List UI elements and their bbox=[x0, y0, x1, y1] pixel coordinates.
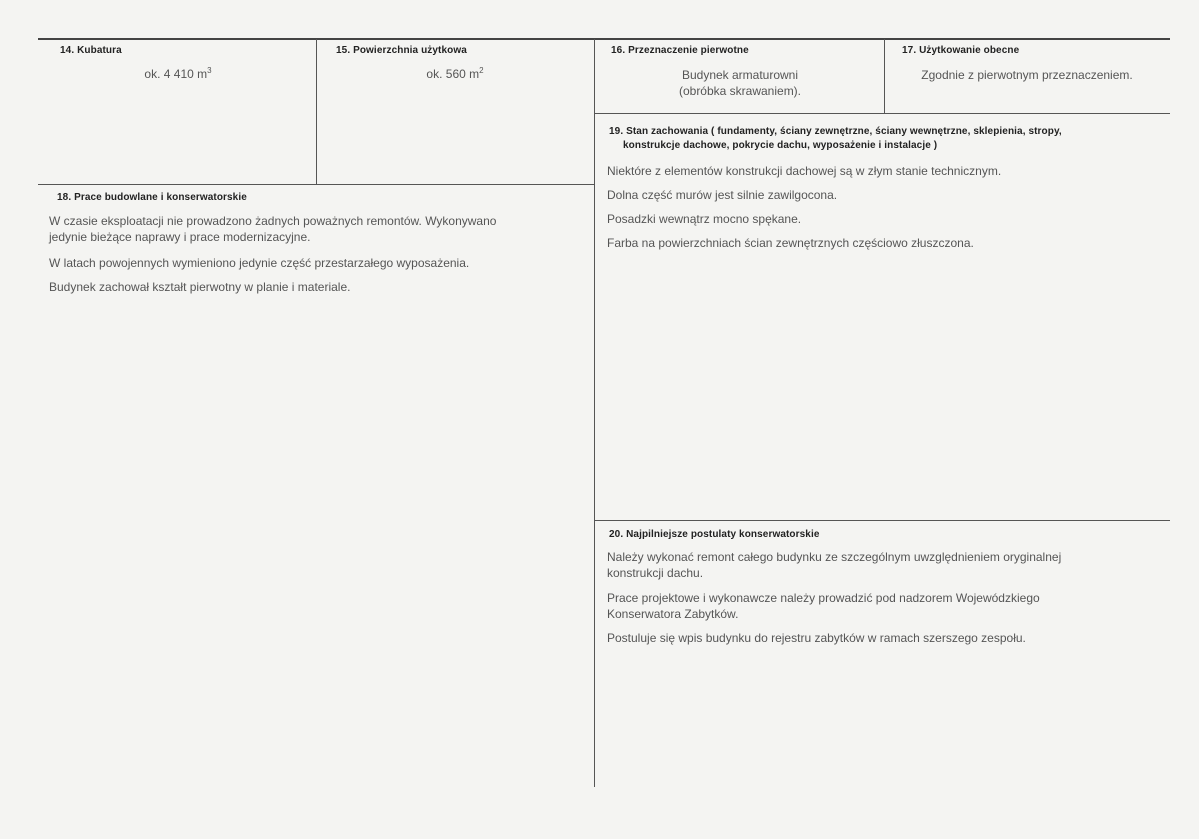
divider-16-17 bbox=[884, 39, 885, 113]
field-16-line2: (obróbka skrawaniem). bbox=[678, 84, 802, 98]
field-16-line1: Budynek armaturowni bbox=[681, 68, 799, 82]
field-18-title: 18. Prace budowlane i konserwatorskie bbox=[57, 192, 247, 203]
field-20-title: 20. Najpilniejsze postulaty konserwatorskie bbox=[609, 529, 820, 540]
line-under-16-17 bbox=[595, 113, 1170, 114]
field-15-value: ok. 560 $m^2$ bbox=[426, 66, 484, 81]
top-border bbox=[38, 38, 1170, 40]
field-20-para2-line2: Konserwatora Zabytków. bbox=[607, 607, 739, 621]
field-19-title-line1: 19. Stan zachowania ( fundamenty, ściany zewnętrzne, ściany wewnętrzne, sklepienia, stropy, bbox=[609, 126, 1062, 137]
line-above-20 bbox=[595, 520, 1170, 521]
field-19-para3: Posadzki wewnątrz mocno spękane. bbox=[607, 212, 802, 226]
field-20-para2-line1: Prace projektowe i wykonawcze należy prowadzić pod nadzorem Wojewódzkiego bbox=[607, 591, 1040, 605]
field-18-para1-line2: jedynie bieżące naprawy i prace modernizacyjne. bbox=[49, 230, 311, 244]
field-18-para3: Budynek zachował kształt pierwotny w planie i materiale. bbox=[49, 280, 351, 294]
field-18-para2: W latach powojennych wymieniono jedynie część przestarzałego wyposażenia. bbox=[49, 256, 470, 270]
divider-main bbox=[594, 39, 595, 787]
field-20-para1-line1: Należy wykonać remont całego budynku ze szczególnym uwzględnieniem oryginalnej bbox=[607, 550, 1062, 564]
field-17-title: 17. Użytkowanie obecne bbox=[902, 45, 1020, 56]
field-14-title: 14. Kubatura bbox=[60, 45, 122, 56]
line-under-14-15 bbox=[38, 184, 594, 185]
field-16-title: 16. Przeznaczenie pierwotne bbox=[611, 45, 749, 56]
field-15-title: 15. Powierzchnia użytkowa bbox=[336, 45, 467, 56]
field-19-para1: Niektóre z elementów konstrukcji dachowej są w złym stanie technicznym. bbox=[607, 164, 1002, 178]
field-19-para2: Dolna część murów jest silnie zawilgocona. bbox=[607, 188, 838, 202]
field-17-value: Zgodnie z pierwotnym przeznaczeniem. bbox=[921, 68, 1133, 82]
field-19-para4: Farba na powierzchniach ścian zewnętrznych częściowo złuszczona. bbox=[607, 236, 974, 250]
field-20-para1-line2: konstrukcji dachu. bbox=[607, 566, 704, 580]
field-18-para1-line1: W czasie eksploatacji nie prowadzono żadnych poważnych remontów. Wykonywano bbox=[49, 214, 497, 228]
divider-14-15 bbox=[316, 39, 317, 184]
field-20-para3: Postuluje się wpis budynku do rejestru zabytków w ramach szerszego zespołu. bbox=[607, 631, 1026, 645]
field-14-value: ok. 4 410 $m^3$ bbox=[144, 66, 212, 81]
field-19-title-line2: konstrukcje dachowe, pokrycie dachu, wyposażenie i instalacje ) bbox=[623, 140, 938, 151]
